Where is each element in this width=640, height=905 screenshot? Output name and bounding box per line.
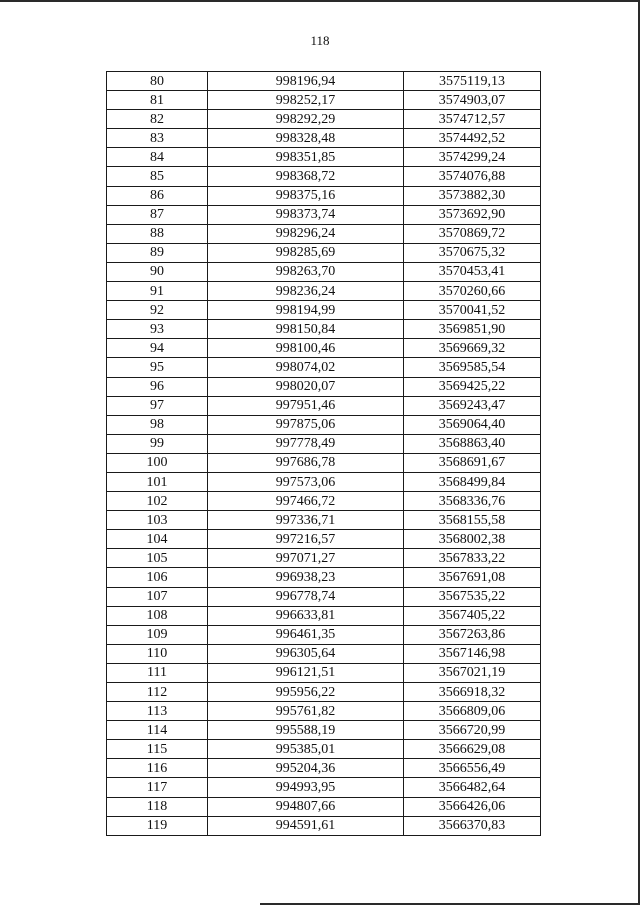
y-coordinate-cell: 3574712,57 xyxy=(404,110,541,129)
point-number-cell: 81 xyxy=(107,91,208,110)
x-coordinate-cell: 996121,51 xyxy=(208,663,404,682)
point-number-cell: 117 xyxy=(107,778,208,797)
table-row xyxy=(107,511,541,530)
x-coordinate-cell: 996778,74 xyxy=(208,587,404,606)
table-row xyxy=(107,415,541,434)
x-coordinate-cell: 998368,72 xyxy=(208,167,404,186)
point-number-cell: 114 xyxy=(107,721,208,740)
page-number: 118 xyxy=(310,33,330,48)
x-coordinate-cell: 995761,82 xyxy=(208,702,404,721)
y-coordinate-cell: 3568863,40 xyxy=(404,434,541,453)
x-coordinate-cell: 998375,16 xyxy=(208,186,404,205)
y-coordinate-cell: 3567405,22 xyxy=(404,606,541,625)
table-row xyxy=(107,224,541,243)
y-coordinate-cell: 3569669,32 xyxy=(404,339,541,358)
x-coordinate-cell: 998252,17 xyxy=(208,91,404,110)
x-coordinate-cell: 998285,69 xyxy=(208,243,404,262)
x-coordinate-cell: 995956,22 xyxy=(208,683,404,702)
y-coordinate-cell: 3569243,47 xyxy=(404,396,541,415)
table-row xyxy=(107,301,541,320)
y-coordinate-cell: 3566918,32 xyxy=(404,683,541,702)
point-number-cell: 88 xyxy=(107,224,208,243)
x-coordinate-cell: 996633,81 xyxy=(208,606,404,625)
x-coordinate-cell: 996461,35 xyxy=(208,625,404,644)
y-coordinate-cell: 3567833,22 xyxy=(404,549,541,568)
table-row xyxy=(107,530,541,549)
y-coordinate-cell: 3568499,84 xyxy=(404,472,541,491)
y-coordinate-cell: 3566629,08 xyxy=(404,740,541,759)
point-number-cell: 82 xyxy=(107,110,208,129)
table-row xyxy=(107,587,541,606)
y-coordinate-cell: 3574492,52 xyxy=(404,129,541,148)
x-coordinate-cell: 994591,61 xyxy=(208,816,404,835)
y-coordinate-cell: 3569064,40 xyxy=(404,415,541,434)
y-coordinate-cell: 3570453,41 xyxy=(404,262,541,281)
table-row xyxy=(107,492,541,511)
y-coordinate-cell: 3574903,07 xyxy=(404,91,541,110)
x-coordinate-cell: 997686,78 xyxy=(208,453,404,472)
x-coordinate-cell: 997336,71 xyxy=(208,511,404,530)
point-number-cell: 108 xyxy=(107,606,208,625)
coordinates-table-body xyxy=(107,72,541,836)
y-coordinate-cell: 3569425,22 xyxy=(404,377,541,396)
y-coordinate-cell: 3566482,64 xyxy=(404,778,541,797)
x-coordinate-cell: 995385,01 xyxy=(208,740,404,759)
x-coordinate-cell: 997216,57 xyxy=(208,530,404,549)
point-number-cell: 97 xyxy=(107,396,208,415)
y-coordinate-cell: 3575119,13 xyxy=(404,72,541,91)
table-row xyxy=(107,205,541,224)
x-coordinate-cell: 998150,84 xyxy=(208,320,404,339)
y-coordinate-cell: 3568002,38 xyxy=(404,530,541,549)
table-row xyxy=(107,778,541,797)
x-coordinate-cell: 998100,46 xyxy=(208,339,404,358)
table-row xyxy=(107,186,541,205)
x-coordinate-cell: 998351,85 xyxy=(208,148,404,167)
x-coordinate-cell: 996305,64 xyxy=(208,644,404,663)
y-coordinate-cell: 3569585,54 xyxy=(404,358,541,377)
table-row xyxy=(107,377,541,396)
x-coordinate-cell: 995588,19 xyxy=(208,721,404,740)
y-coordinate-cell: 3566426,06 xyxy=(404,797,541,816)
y-coordinate-cell: 3568155,58 xyxy=(404,511,541,530)
point-number-cell: 99 xyxy=(107,434,208,453)
point-number-cell: 85 xyxy=(107,167,208,186)
table-row xyxy=(107,759,541,778)
y-coordinate-cell: 3568336,76 xyxy=(404,492,541,511)
table-row xyxy=(107,702,541,721)
scan-border-top xyxy=(0,0,640,2)
x-coordinate-cell: 998292,29 xyxy=(208,110,404,129)
point-number-cell: 96 xyxy=(107,377,208,396)
table-row xyxy=(107,625,541,644)
point-number-cell: 90 xyxy=(107,262,208,281)
y-coordinate-cell: 3574299,24 xyxy=(404,148,541,167)
point-number-cell: 103 xyxy=(107,511,208,530)
y-coordinate-cell: 3567021,19 xyxy=(404,663,541,682)
point-number-cell: 98 xyxy=(107,415,208,434)
point-number-cell: 112 xyxy=(107,683,208,702)
y-coordinate-cell: 3567691,08 xyxy=(404,568,541,587)
y-coordinate-cell: 3570869,72 xyxy=(404,224,541,243)
point-number-cell: 113 xyxy=(107,702,208,721)
point-number-cell: 93 xyxy=(107,320,208,339)
point-number-cell: 101 xyxy=(107,472,208,491)
x-coordinate-cell: 998236,24 xyxy=(208,282,404,301)
point-number-cell: 92 xyxy=(107,301,208,320)
table-row xyxy=(107,282,541,301)
table-row xyxy=(107,549,541,568)
table-row xyxy=(107,320,541,339)
point-number-cell: 94 xyxy=(107,339,208,358)
table-row xyxy=(107,816,541,835)
x-coordinate-cell: 998296,24 xyxy=(208,224,404,243)
y-coordinate-cell: 3566370,83 xyxy=(404,816,541,835)
x-coordinate-cell: 995204,36 xyxy=(208,759,404,778)
table-row xyxy=(107,721,541,740)
point-number-cell: 83 xyxy=(107,129,208,148)
y-coordinate-cell: 3567535,22 xyxy=(404,587,541,606)
point-number-cell: 116 xyxy=(107,759,208,778)
x-coordinate-cell: 997875,06 xyxy=(208,415,404,434)
table-row xyxy=(107,453,541,472)
table-row xyxy=(107,129,541,148)
point-number-cell: 111 xyxy=(107,663,208,682)
y-coordinate-cell: 3566556,49 xyxy=(404,759,541,778)
point-number-cell: 118 xyxy=(107,797,208,816)
table-row xyxy=(107,472,541,491)
point-number-cell: 87 xyxy=(107,205,208,224)
x-coordinate-cell: 996938,23 xyxy=(208,568,404,587)
table-row xyxy=(107,740,541,759)
table-row xyxy=(107,358,541,377)
x-coordinate-cell: 998196,94 xyxy=(208,72,404,91)
y-coordinate-cell: 3574076,88 xyxy=(404,167,541,186)
y-coordinate-cell: 3567263,86 xyxy=(404,625,541,644)
point-number-cell: 104 xyxy=(107,530,208,549)
point-number-cell: 107 xyxy=(107,587,208,606)
point-number-cell: 95 xyxy=(107,358,208,377)
x-coordinate-cell: 998263,70 xyxy=(208,262,404,281)
table-row xyxy=(107,644,541,663)
table-row xyxy=(107,167,541,186)
y-coordinate-cell: 3568691,67 xyxy=(404,453,541,472)
point-number-cell: 119 xyxy=(107,816,208,835)
table-row xyxy=(107,663,541,682)
x-coordinate-cell: 998074,02 xyxy=(208,358,404,377)
table-row xyxy=(107,148,541,167)
x-coordinate-cell: 994807,66 xyxy=(208,797,404,816)
y-coordinate-cell: 3570260,66 xyxy=(404,282,541,301)
y-coordinate-cell: 3570675,32 xyxy=(404,243,541,262)
y-coordinate-cell: 3573882,30 xyxy=(404,186,541,205)
x-coordinate-cell: 997466,72 xyxy=(208,492,404,511)
y-coordinate-cell: 3567146,98 xyxy=(404,644,541,663)
table-row xyxy=(107,797,541,816)
point-number-cell: 110 xyxy=(107,644,208,663)
y-coordinate-cell: 3570041,52 xyxy=(404,301,541,320)
table-row xyxy=(107,243,541,262)
point-number-cell: 89 xyxy=(107,243,208,262)
table-row xyxy=(107,72,541,91)
table-row xyxy=(107,434,541,453)
y-coordinate-cell: 3566809,06 xyxy=(404,702,541,721)
x-coordinate-cell: 998020,07 xyxy=(208,377,404,396)
x-coordinate-cell: 997071,27 xyxy=(208,549,404,568)
point-number-cell: 102 xyxy=(107,492,208,511)
table-row xyxy=(107,606,541,625)
point-number-cell: 115 xyxy=(107,740,208,759)
point-number-cell: 100 xyxy=(107,453,208,472)
x-coordinate-cell: 994993,95 xyxy=(208,778,404,797)
y-coordinate-cell: 3569851,90 xyxy=(404,320,541,339)
point-number-cell: 84 xyxy=(107,148,208,167)
point-number-cell: 91 xyxy=(107,282,208,301)
x-coordinate-cell: 998373,74 xyxy=(208,205,404,224)
point-number-cell: 106 xyxy=(107,568,208,587)
point-number-cell: 86 xyxy=(107,186,208,205)
y-coordinate-cell: 3573692,90 xyxy=(404,205,541,224)
x-coordinate-cell: 997951,46 xyxy=(208,396,404,415)
point-number-cell: 80 xyxy=(107,72,208,91)
table-row xyxy=(107,339,541,358)
coordinates-table xyxy=(106,71,541,836)
table-row xyxy=(107,683,541,702)
table-row xyxy=(107,396,541,415)
table-row xyxy=(107,91,541,110)
x-coordinate-cell: 998328,48 xyxy=(208,129,404,148)
x-coordinate-cell: 997573,06 xyxy=(208,472,404,491)
x-coordinate-cell: 998194,99 xyxy=(208,301,404,320)
point-number-cell: 109 xyxy=(107,625,208,644)
x-coordinate-cell: 997778,49 xyxy=(208,434,404,453)
point-number-cell: 105 xyxy=(107,549,208,568)
table-row xyxy=(107,262,541,281)
y-coordinate-cell: 3566720,99 xyxy=(404,721,541,740)
table-row xyxy=(107,568,541,587)
table-row xyxy=(107,110,541,129)
